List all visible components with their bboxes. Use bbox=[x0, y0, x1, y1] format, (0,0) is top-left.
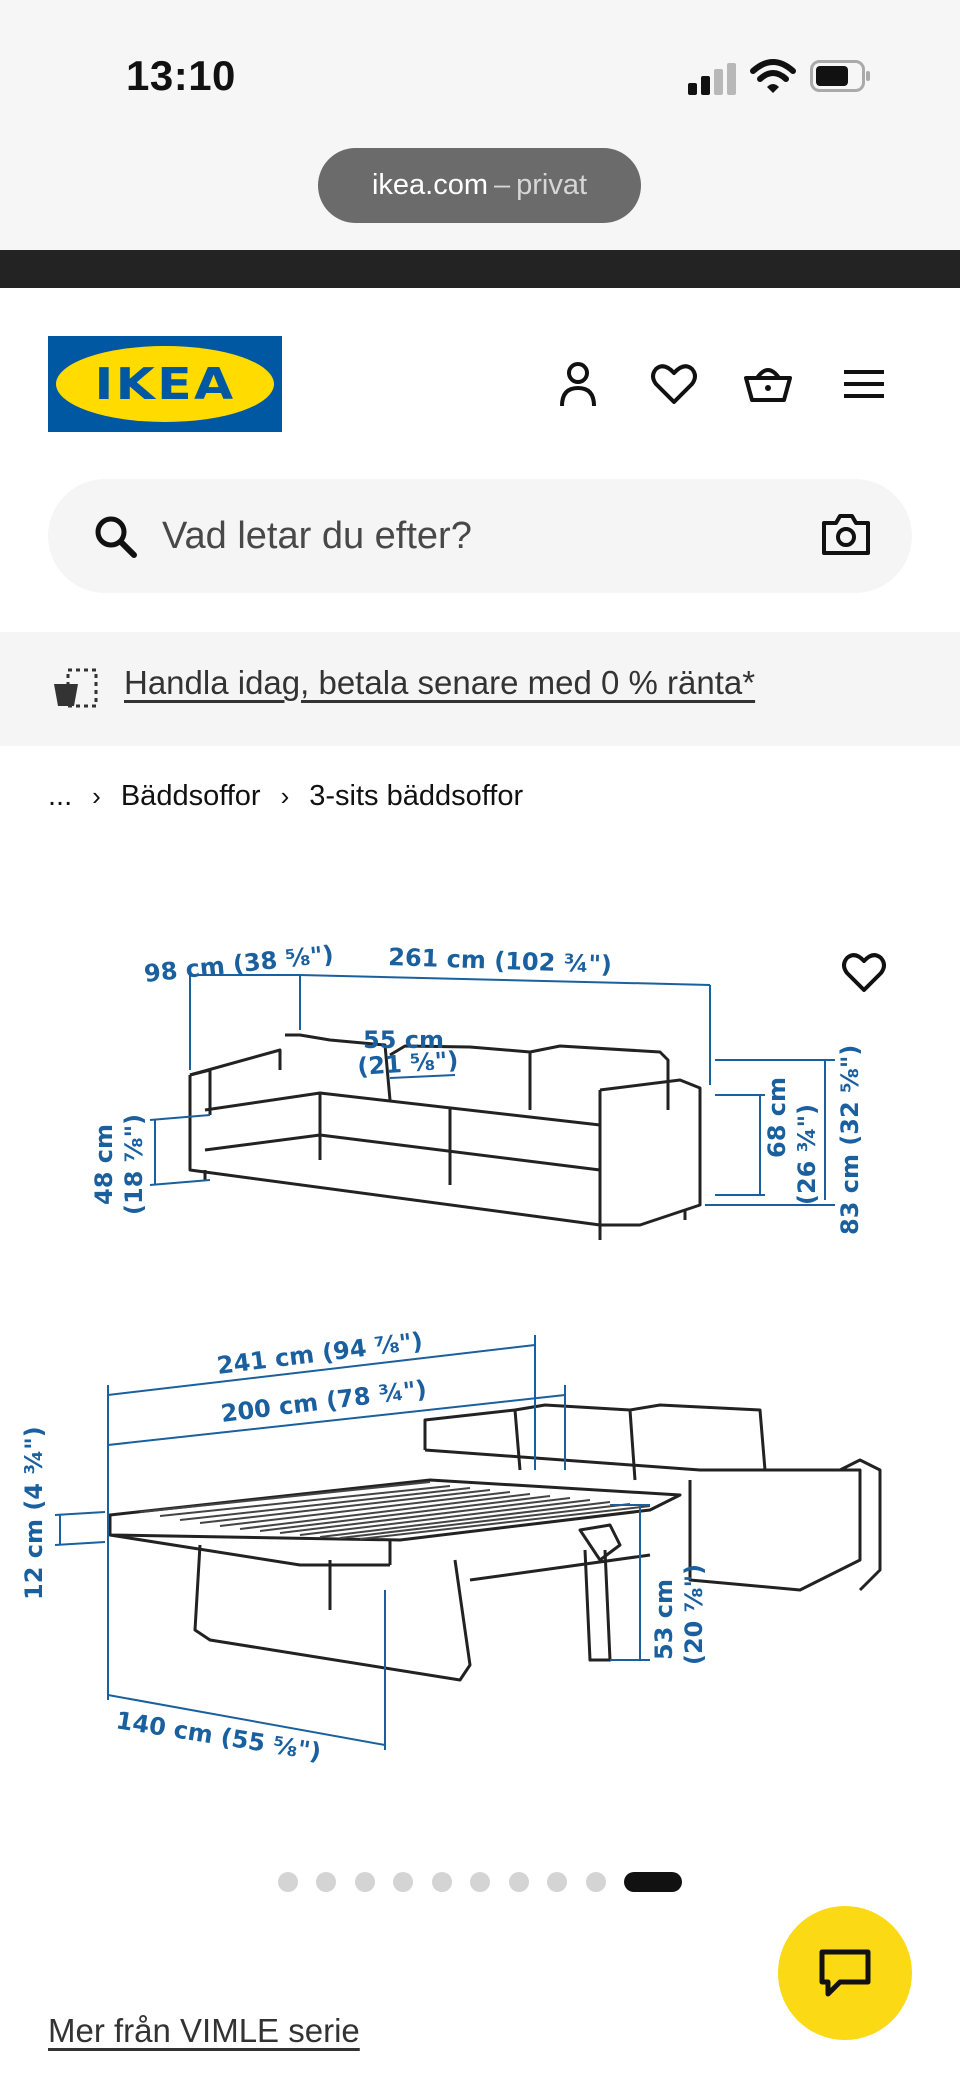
breadcrumb-item-baddsoffor[interactable]: Bäddsoffor bbox=[120, 779, 261, 812]
wifi-icon bbox=[750, 57, 796, 95]
status-bar bbox=[0, 0, 960, 250]
search-bar[interactable] bbox=[48, 479, 912, 593]
battery-icon bbox=[810, 60, 872, 92]
dim-label-arm-height-in: (26 ¾") bbox=[793, 1103, 821, 1205]
carousel-dot[interactable] bbox=[393, 1872, 413, 1892]
dim-label-seat-height-in: (18 ⅞") bbox=[120, 1113, 148, 1215]
account-icon[interactable] bbox=[552, 358, 604, 410]
chevron-right-icon: › bbox=[280, 780, 290, 811]
favorite-heart-icon[interactable] bbox=[840, 948, 888, 994]
url-host: ikea.com bbox=[371, 169, 488, 201]
logo-text: IKEA bbox=[94, 358, 236, 410]
chevron-right-icon: › bbox=[92, 780, 101, 811]
status-time: 13:10 bbox=[126, 52, 236, 99]
dim-label-bed-length: 241 cm (94 ⅞") bbox=[215, 1326, 425, 1380]
carousel-dot[interactable] bbox=[470, 1872, 490, 1892]
dim-label-seat-depth-cm: 55 cm bbox=[363, 1026, 444, 1054]
dimension-lines bbox=[55, 975, 835, 1750]
dim-label-mattress-thickness: 12 cm (4 ¾") bbox=[20, 1426, 48, 1600]
breadcrumb bbox=[48, 776, 523, 816]
search-input[interactable]: Vad letar du efter? bbox=[162, 515, 472, 557]
carousel-dot[interactable] bbox=[509, 1872, 529, 1892]
product-dimension-image[interactable] bbox=[0, 840, 960, 1840]
dim-label-bed-width: 140 cm (55 ⅝") bbox=[114, 1706, 323, 1767]
series-link[interactable]: Mer från VIMLE serie bbox=[48, 2012, 360, 2049]
dim-label-total-height: 83 cm (32 ⅝") bbox=[836, 1044, 864, 1235]
dim-label-bed-height-in: (20 ⅞") bbox=[680, 1563, 708, 1665]
breadcrumb-ellipsis[interactable]: ... bbox=[48, 779, 73, 812]
browser-url-pill[interactable] bbox=[318, 148, 641, 223]
camera-icon[interactable] bbox=[820, 509, 872, 561]
url-separator: – bbox=[493, 169, 511, 201]
dim-label-seat-depth-in: (21 ⅝") bbox=[356, 1046, 460, 1081]
carousel-dot[interactable] bbox=[432, 1872, 452, 1892]
carousel-dot[interactable] bbox=[547, 1872, 567, 1892]
ikea-logo[interactable]: IKEA ® bbox=[48, 336, 282, 432]
carousel-dot[interactable] bbox=[355, 1872, 375, 1892]
chat-bubble-icon bbox=[818, 1948, 872, 1998]
carousel-dot[interactable] bbox=[586, 1872, 606, 1892]
carousel-dot[interactable] bbox=[316, 1872, 336, 1892]
carousel-dot[interactable] bbox=[278, 1872, 298, 1892]
menu-icon[interactable] bbox=[838, 358, 890, 410]
dim-label-width: 261 cm (102 ¾") bbox=[387, 943, 613, 979]
top-strip bbox=[0, 250, 960, 288]
search-icon[interactable] bbox=[92, 513, 138, 559]
cellular-signal-icon bbox=[688, 63, 738, 95]
carousel-dot-active[interactable] bbox=[624, 1872, 682, 1892]
mattress-slats bbox=[140, 1482, 650, 1539]
url-mode: privat bbox=[516, 169, 588, 201]
basket-icon[interactable] bbox=[742, 358, 794, 410]
heart-icon[interactable] bbox=[648, 358, 700, 410]
payment-card-icon bbox=[52, 666, 100, 712]
promo-banner bbox=[0, 632, 960, 746]
site-header bbox=[0, 288, 960, 468]
breadcrumb-item-3-sits[interactable]: 3-sits bäddsoffor bbox=[309, 779, 524, 812]
promo-link[interactable]: Handla idag, betala senare med 0 % ränta* bbox=[124, 664, 756, 701]
dim-label-depth: 98 cm (38 ⅝") bbox=[142, 940, 335, 988]
chat-button[interactable] bbox=[778, 1906, 912, 2040]
dim-label-seat-height-cm: 48 cm bbox=[90, 1124, 118, 1205]
dim-label-mattress-length: 200 cm (78 ¾") bbox=[219, 1374, 429, 1428]
dim-label-arm-height-cm: 68 cm bbox=[763, 1077, 791, 1158]
dim-label-bed-height-cm: 53 cm bbox=[650, 1579, 678, 1660]
